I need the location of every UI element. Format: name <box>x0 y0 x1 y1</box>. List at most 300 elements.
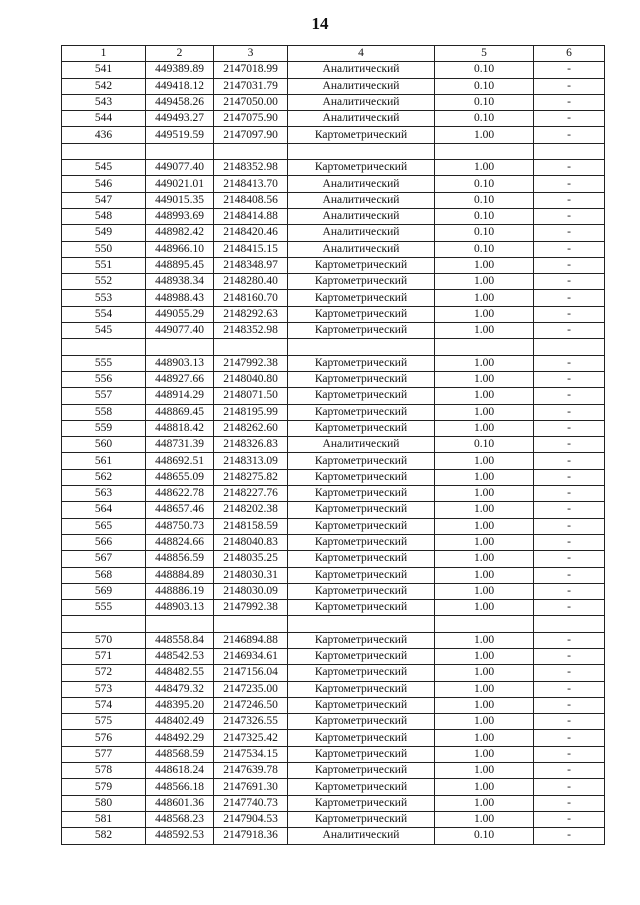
table-cell: - <box>534 355 605 371</box>
table-cell: 2148227.76 <box>214 486 288 502</box>
table-row <box>62 192 605 208</box>
table-cell: - <box>534 208 605 224</box>
table-cell: Картометрический <box>288 648 435 664</box>
table-cell: 449077.40 <box>146 323 214 339</box>
table-cell: 1.00 <box>435 518 534 534</box>
column-header: 6 <box>534 46 605 62</box>
table-cell <box>146 616 214 632</box>
table-cell: 565 <box>62 518 146 534</box>
table-cell: 448655.09 <box>146 469 214 485</box>
table-row <box>62 551 605 567</box>
table-cell: 448482.55 <box>146 665 214 681</box>
column-header: 2 <box>146 46 214 62</box>
table-row <box>62 600 605 616</box>
table-row <box>62 469 605 485</box>
table-cell: 449519.59 <box>146 127 214 143</box>
table-cell: 2147031.79 <box>214 78 288 94</box>
table-cell: 577 <box>62 746 146 762</box>
table-cell: 546 <box>62 176 146 192</box>
table-cell: 2147097.90 <box>214 127 288 143</box>
table-cell: Картометрический <box>288 127 435 143</box>
table-cell: 1.00 <box>435 665 534 681</box>
table-body <box>62 62 605 844</box>
table-cell: 448592.53 <box>146 828 214 844</box>
table-cell: - <box>534 583 605 599</box>
column-header: 1 <box>62 46 146 62</box>
table-cell: 448558.84 <box>146 632 214 648</box>
table-row <box>62 371 605 387</box>
table-cell: 2148280.40 <box>214 274 288 290</box>
table-cell: 2147075.90 <box>214 111 288 127</box>
table-cell: 2148158.59 <box>214 518 288 534</box>
table-cell: - <box>534 811 605 827</box>
table-cell: 2148040.80 <box>214 371 288 387</box>
table-cell: 1.00 <box>435 355 534 371</box>
table-cell: 2148040.83 <box>214 534 288 550</box>
table-cell: 1.00 <box>435 486 534 502</box>
table-cell <box>435 143 534 159</box>
table-cell: 561 <box>62 453 146 469</box>
table-cell: - <box>534 746 605 762</box>
table-cell: 2147691.30 <box>214 779 288 795</box>
table-cell: 576 <box>62 730 146 746</box>
table-cell: 449493.27 <box>146 111 214 127</box>
table-cell: 1.00 <box>435 453 534 469</box>
table-cell: 550 <box>62 241 146 257</box>
table-cell: 2148352.98 <box>214 160 288 176</box>
table-cell: Аналитический <box>288 176 435 192</box>
table-cell: - <box>534 502 605 518</box>
table-cell: 448966.10 <box>146 241 214 257</box>
table-cell: 448903.13 <box>146 355 214 371</box>
table-cell: 448542.53 <box>146 648 214 664</box>
table-cell: Картометрический <box>288 681 435 697</box>
table-cell: 566 <box>62 534 146 550</box>
table-cell: 541 <box>62 62 146 78</box>
table-cell: Картометрический <box>288 600 435 616</box>
table-cell: 581 <box>62 811 146 827</box>
table-cell: 2146934.61 <box>214 648 288 664</box>
table-cell: - <box>534 371 605 387</box>
table-cell: 574 <box>62 697 146 713</box>
table-cell: Картометрический <box>288 763 435 779</box>
table-cell: 2148160.70 <box>214 290 288 306</box>
table-cell: 448884.89 <box>146 567 214 583</box>
table-cell: - <box>534 78 605 94</box>
table-cell: 2147050.00 <box>214 94 288 110</box>
table-cell: 555 <box>62 600 146 616</box>
table-cell: 2148035.25 <box>214 551 288 567</box>
table-cell: 448402.49 <box>146 714 214 730</box>
table-cell: 449077.40 <box>146 160 214 176</box>
table-cell: 2147326.55 <box>214 714 288 730</box>
table-cell: 2147018.99 <box>214 62 288 78</box>
table-cell: - <box>534 274 605 290</box>
table-cell: 1.00 <box>435 648 534 664</box>
table-cell: 579 <box>62 779 146 795</box>
table-cell: 1.00 <box>435 127 534 143</box>
table-cell: 448568.23 <box>146 811 214 827</box>
table-cell <box>534 143 605 159</box>
column-header: 3 <box>214 46 288 62</box>
table-cell: 553 <box>62 290 146 306</box>
table-row <box>62 127 605 143</box>
table-cell: 2148030.31 <box>214 567 288 583</box>
table-cell: Картометрический <box>288 388 435 404</box>
table-cell: - <box>534 257 605 273</box>
table-cell: 580 <box>62 795 146 811</box>
table-cell: 556 <box>62 371 146 387</box>
table-cell: 555 <box>62 355 146 371</box>
table-cell: 2147325.42 <box>214 730 288 746</box>
table-cell: 564 <box>62 502 146 518</box>
table-cell: 1.00 <box>435 534 534 550</box>
table-cell: Аналитический <box>288 208 435 224</box>
table-row <box>62 567 605 583</box>
table-cell: 449015.35 <box>146 192 214 208</box>
table-cell: 1.00 <box>435 681 534 697</box>
table-cell: 1.00 <box>435 632 534 648</box>
table-cell: 1.00 <box>435 323 534 339</box>
table-cell: Картометрический <box>288 420 435 436</box>
table-cell: 1.00 <box>435 779 534 795</box>
table-cell: 448914.29 <box>146 388 214 404</box>
table-cell: 551 <box>62 257 146 273</box>
table-cell: 568 <box>62 567 146 583</box>
table-row <box>62 94 605 110</box>
coordinates-table <box>61 45 605 845</box>
table-cell: 449021.01 <box>146 176 214 192</box>
table-cell: - <box>534 94 605 110</box>
table-cell: 1.00 <box>435 730 534 746</box>
table-cell: 448895.45 <box>146 257 214 273</box>
table-cell: Аналитический <box>288 241 435 257</box>
table-cell: Картометрический <box>288 355 435 371</box>
table-cell: - <box>534 518 605 534</box>
table-cell: 2147235.00 <box>214 681 288 697</box>
table-cell: - <box>534 290 605 306</box>
table-cell: 2147156.04 <box>214 665 288 681</box>
table-cell: 558 <box>62 404 146 420</box>
table-cell: Картометрический <box>288 290 435 306</box>
table-cell: 448568.59 <box>146 746 214 762</box>
table-row <box>62 274 605 290</box>
table-cell: - <box>534 567 605 583</box>
table-row <box>62 811 605 827</box>
table-cell: 0.10 <box>435 62 534 78</box>
table-cell: 1.00 <box>435 469 534 485</box>
table-cell: Картометрический <box>288 518 435 534</box>
table-cell: Картометрический <box>288 469 435 485</box>
table-cell: - <box>534 551 605 567</box>
table-cell: - <box>534 763 605 779</box>
table-cell: 449418.12 <box>146 78 214 94</box>
table-row <box>62 404 605 420</box>
table-cell: 0.10 <box>435 225 534 241</box>
table-cell: 1.00 <box>435 600 534 616</box>
table-cell: 1.00 <box>435 795 534 811</box>
table-cell: - <box>534 420 605 436</box>
table-row <box>62 665 605 681</box>
table-cell <box>288 143 435 159</box>
table-cell: 544 <box>62 111 146 127</box>
table-cell <box>62 339 146 355</box>
table-cell <box>534 616 605 632</box>
table-cell: 436 <box>62 127 146 143</box>
table-cell: 545 <box>62 323 146 339</box>
table-row <box>62 502 605 518</box>
table-cell: 557 <box>62 388 146 404</box>
table-cell: 1.00 <box>435 290 534 306</box>
table-row <box>62 763 605 779</box>
table-cell: 569 <box>62 583 146 599</box>
table-cell: 2147904.53 <box>214 811 288 827</box>
page-number: 14 <box>311 14 329 33</box>
table-cell: 2148414.88 <box>214 208 288 224</box>
table-cell: 1.00 <box>435 160 534 176</box>
table-cell: 448856.59 <box>146 551 214 567</box>
table-cell: 448824.66 <box>146 534 214 550</box>
table-cell: 448903.13 <box>146 600 214 616</box>
table-cell: 448692.51 <box>146 453 214 469</box>
table-row <box>62 453 605 469</box>
table-cell: 548 <box>62 208 146 224</box>
table-cell: 2148348.97 <box>214 257 288 273</box>
table-cell: 448618.24 <box>146 763 214 779</box>
table-cell <box>288 616 435 632</box>
table-cell: 2148420.46 <box>214 225 288 241</box>
table-row <box>62 339 605 355</box>
table-cell: Картометрический <box>288 697 435 713</box>
table-cell: - <box>534 795 605 811</box>
table-row <box>62 534 605 550</box>
table-header-row <box>62 46 605 62</box>
table-cell: 2147639.78 <box>214 763 288 779</box>
table-cell: 2148071.50 <box>214 388 288 404</box>
table-cell: 559 <box>62 420 146 436</box>
table-cell: 582 <box>62 828 146 844</box>
table-cell: - <box>534 62 605 78</box>
table-cell: Картометрический <box>288 551 435 567</box>
table-cell: Картометрический <box>288 160 435 176</box>
table-cell: 1.00 <box>435 714 534 730</box>
table-cell: 448988.43 <box>146 290 214 306</box>
table-cell: - <box>534 127 605 143</box>
table-cell: 0.10 <box>435 208 534 224</box>
table-row <box>62 111 605 127</box>
table-cell: 1.00 <box>435 306 534 322</box>
table-cell: Картометрический <box>288 257 435 273</box>
table-cell: Аналитический <box>288 225 435 241</box>
table-cell: - <box>534 486 605 502</box>
table-cell: 448566.18 <box>146 779 214 795</box>
table-cell: 572 <box>62 665 146 681</box>
table-cell: 1.00 <box>435 420 534 436</box>
table-row <box>62 648 605 664</box>
table-row <box>62 616 605 632</box>
table-cell: 562 <box>62 469 146 485</box>
table-cell: - <box>534 404 605 420</box>
table-cell: 2148275.82 <box>214 469 288 485</box>
table-cell: 2147918.36 <box>214 828 288 844</box>
table-cell: 567 <box>62 551 146 567</box>
table-cell: 2148408.56 <box>214 192 288 208</box>
table-cell: 448993.69 <box>146 208 214 224</box>
table-cell <box>288 339 435 355</box>
table-cell: 545 <box>62 160 146 176</box>
table-cell: 1.00 <box>435 746 534 762</box>
table-row <box>62 714 605 730</box>
table-cell <box>62 616 146 632</box>
table-cell <box>435 339 534 355</box>
table-cell: 543 <box>62 94 146 110</box>
table-row <box>62 78 605 94</box>
table-cell: 448601.36 <box>146 795 214 811</box>
table-cell <box>62 143 146 159</box>
table-cell: 575 <box>62 714 146 730</box>
table-cell: 448395.20 <box>146 697 214 713</box>
table-cell: Картометрический <box>288 567 435 583</box>
table-cell: 0.10 <box>435 78 534 94</box>
table-cell: - <box>534 437 605 453</box>
table-cell: Аналитический <box>288 62 435 78</box>
table-cell: 448492.29 <box>146 730 214 746</box>
table-cell: Аналитический <box>288 828 435 844</box>
table-cell: 2148030.09 <box>214 583 288 599</box>
table-cell: 448982.42 <box>146 225 214 241</box>
table-row <box>62 160 605 176</box>
table-cell: 573 <box>62 681 146 697</box>
table-cell: 2148415.15 <box>214 241 288 257</box>
table-cell <box>214 616 288 632</box>
table-row <box>62 62 605 78</box>
table-row <box>62 632 605 648</box>
table-row <box>62 486 605 502</box>
table-cell: 1.00 <box>435 257 534 273</box>
table-cell: 547 <box>62 192 146 208</box>
table-cell: 1.00 <box>435 274 534 290</box>
table-cell: 2148262.60 <box>214 420 288 436</box>
table-row <box>62 388 605 404</box>
table-cell: 554 <box>62 306 146 322</box>
table-cell: Картометрический <box>288 811 435 827</box>
table-cell: 570 <box>62 632 146 648</box>
table-row <box>62 241 605 257</box>
table-cell: 0.10 <box>435 192 534 208</box>
table-cell: Картометрический <box>288 453 435 469</box>
table-cell: 0.10 <box>435 828 534 844</box>
table-cell: 563 <box>62 486 146 502</box>
table-cell: - <box>534 469 605 485</box>
table-cell: Картометрический <box>288 323 435 339</box>
table-cell: Картометрический <box>288 274 435 290</box>
table-cell: Аналитический <box>288 111 435 127</box>
table-cell: 448818.42 <box>146 420 214 436</box>
table-row <box>62 697 605 713</box>
table-cell: 552 <box>62 274 146 290</box>
table-cell: Картометрический <box>288 583 435 599</box>
table-row <box>62 208 605 224</box>
table-row <box>62 828 605 844</box>
table-row <box>62 355 605 371</box>
table-cell: 2147740.73 <box>214 795 288 811</box>
table-cell: 2147992.38 <box>214 600 288 616</box>
table-cell: 0.10 <box>435 176 534 192</box>
table-cell: 571 <box>62 648 146 664</box>
table-cell <box>214 143 288 159</box>
table-cell: - <box>534 730 605 746</box>
table-cell: Картометрический <box>288 779 435 795</box>
table-cell: 448927.66 <box>146 371 214 387</box>
table-cell: 549 <box>62 225 146 241</box>
table-row <box>62 746 605 762</box>
table-cell: 448886.19 <box>146 583 214 599</box>
table-row <box>62 779 605 795</box>
table-cell: Картометрический <box>288 534 435 550</box>
table-cell: - <box>534 665 605 681</box>
table-cell: Картометрический <box>288 486 435 502</box>
table-cell: 1.00 <box>435 811 534 827</box>
table-cell: 1.00 <box>435 388 534 404</box>
table-cell: 1.00 <box>435 371 534 387</box>
table-cell <box>146 143 214 159</box>
table-cell: - <box>534 306 605 322</box>
table-cell: 1.00 <box>435 502 534 518</box>
table-cell: 448731.39 <box>146 437 214 453</box>
table-row <box>62 730 605 746</box>
table-cell: - <box>534 111 605 127</box>
table-row <box>62 143 605 159</box>
table-cell: Картометрический <box>288 714 435 730</box>
table-cell: Картометрический <box>288 632 435 648</box>
table-cell: 2148195.99 <box>214 404 288 420</box>
table-cell: 1.00 <box>435 551 534 567</box>
table-cell: Картометрический <box>288 746 435 762</box>
table-cell: 0.10 <box>435 94 534 110</box>
table-cell: Картометрический <box>288 665 435 681</box>
table-cell: 578 <box>62 763 146 779</box>
table-cell: - <box>534 600 605 616</box>
table-cell: Картометрический <box>288 730 435 746</box>
table-cell: Аналитический <box>288 437 435 453</box>
table-cell: 0.10 <box>435 111 534 127</box>
table-cell: 2148292.63 <box>214 306 288 322</box>
table-cell: - <box>534 176 605 192</box>
table-cell: Аналитический <box>288 78 435 94</box>
table-row <box>62 795 605 811</box>
table-cell: 449389.89 <box>146 62 214 78</box>
table-cell: Картометрический <box>288 371 435 387</box>
table-cell: 2146894.88 <box>214 632 288 648</box>
table-cell: - <box>534 241 605 257</box>
table-cell: 448479.32 <box>146 681 214 697</box>
table-cell: 449458.26 <box>146 94 214 110</box>
table-cell: 1.00 <box>435 763 534 779</box>
table-cell <box>214 339 288 355</box>
table-cell: 2147534.15 <box>214 746 288 762</box>
table-cell: - <box>534 453 605 469</box>
table-cell: - <box>534 697 605 713</box>
table-row <box>62 681 605 697</box>
table-cell: - <box>534 714 605 730</box>
table-cell: - <box>534 388 605 404</box>
table-cell: - <box>534 681 605 697</box>
table-cell: 2148326.83 <box>214 437 288 453</box>
table-cell: 1.00 <box>435 697 534 713</box>
table-cell: 560 <box>62 437 146 453</box>
table-cell: - <box>534 779 605 795</box>
table-cell: 0.10 <box>435 241 534 257</box>
